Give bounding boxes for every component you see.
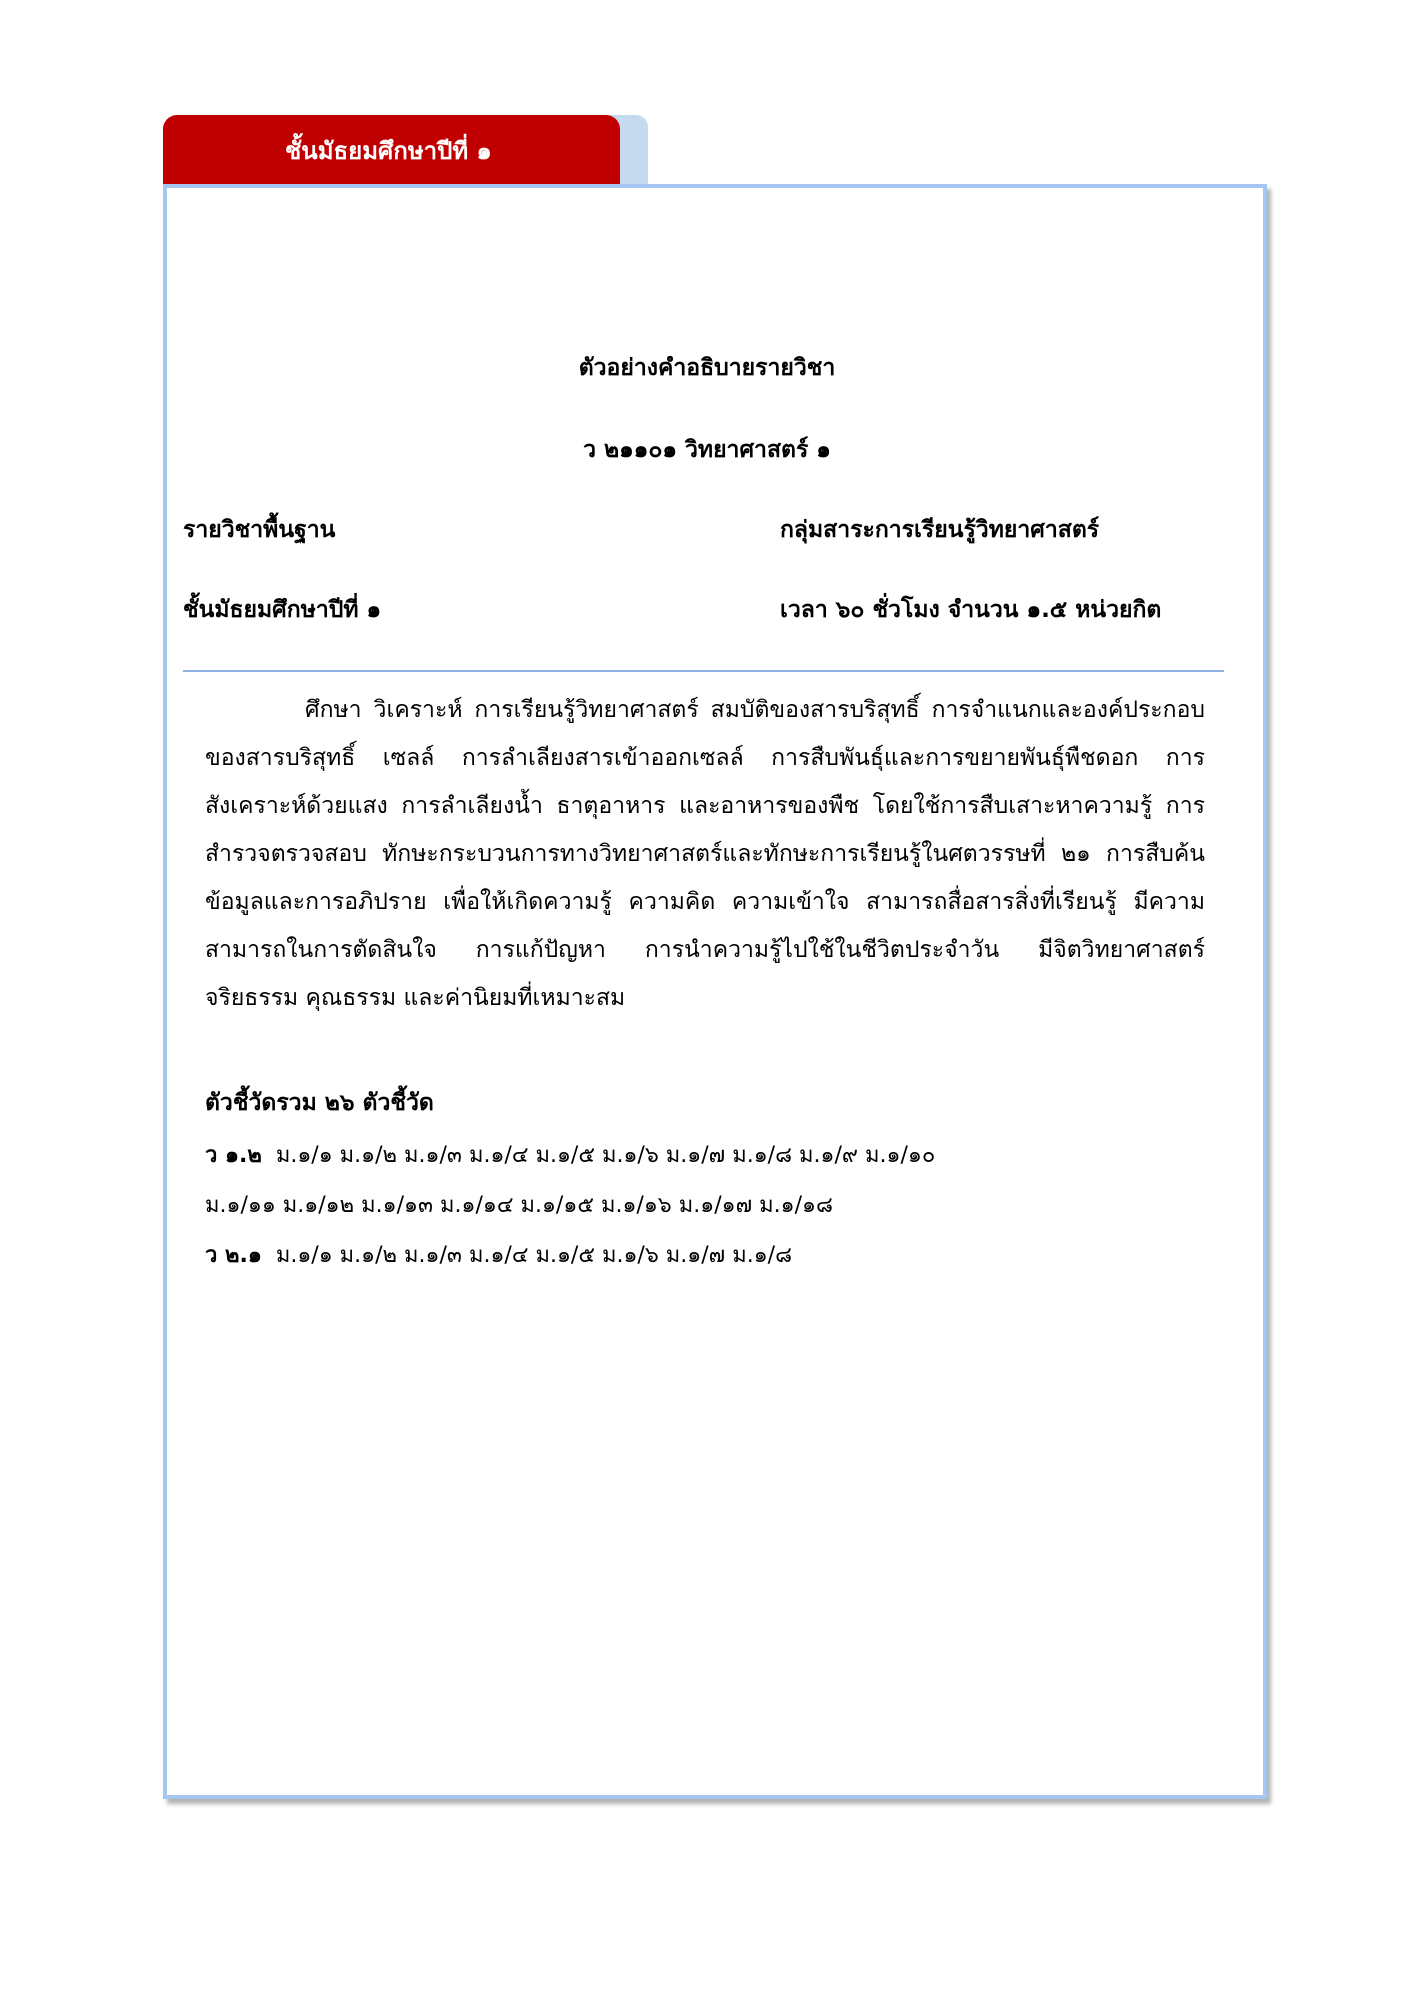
document-heading: ตัวอย่างคำอธิบายรายวิชา [578, 355, 836, 381]
time-and-credits: เวลา ๖๐ ชั่วโมง จำนวน ๑.๕ หน่วยกิต [780, 597, 1162, 623]
indicator-row [205, 1237, 1205, 1272]
course-description-text: ศึกษา วิเคราะห์ การเรียนรู้วิทยาศาสตร์ สมบัติของสารบริสุทธิ์ การจำแนกและองค์ประกอบของสารบริสุทธิ์ เซลล์ การลำเลียงสารเข้าออกเซลล์ การสืบพันธุ์และการขยายพันธุ์พืชดอก การสังเคราะห์ด้วยแสง การลำเลียงน้ำ ธาตุอาหาร และอาหารของพืช โดยใช้การสืบเสาะหาความรู้ การสำรวจตรวจสอบ ทักษะกระบวนการทางวิทยาศาสตร์และทักษะการเรียนรู้ในศตวรรษที่ ๒๑ การสืบค้นข้อมูลและการอภิปราย เพื่อให้เกิดความรู้ ความคิด ความเข้าใจ สามารถสื่อสารสิ่งที่เรียนรู้ มีความสามารถในการตัดสินใจ การแก้ปัญหา การนำความรู้ไปใช้ในชีวิตประจำวัน มีจิตวิทยาศาสตร์ จริยธรรม คุณธรรม และค่านิยมที่เหมาะสม [205, 697, 1205, 1011]
indicator-list: ม.๑/๑๑ ม.๑/๑๒ ม.๑/๑๓ ม.๑/๑๔ ม.๑/๑๕ ม.๑/๑๖ ม.๑/๑๗ ม.๑/๑๘ [205, 1193, 833, 1218]
course-title: ว ๒๑๑๐๑ วิทยาศาสตร์ ๑ [583, 437, 831, 463]
indicator-list: ม.๑/๑ ม.๑/๒ ม.๑/๓ ม.๑/๔ ม.๑/๕ ม.๑/๖ ม.๑/๗ ม.๑/๘ ม.๑/๙ ม.๑/๑๐ [275, 1143, 936, 1168]
course-type: รายวิชาพื้นฐาน [183, 517, 336, 543]
grade-level: ชั้นมัธยมศึกษาปีที่ ๑ [183, 597, 382, 623]
standard-code: ว ๑.๒ [205, 1143, 262, 1168]
standard-code: ว ๒.๑ [205, 1243, 262, 1268]
indicator-list: ม.๑/๑ ม.๑/๒ ม.๑/๓ ม.๑/๔ ม.๑/๕ ม.๑/๖ ม.๑/๗ ม.๑/๘ [275, 1243, 793, 1268]
indicator-row [205, 1137, 1205, 1172]
indicator-row [205, 1187, 1205, 1222]
header-divider [183, 670, 1224, 672]
course-description [205, 686, 1205, 1022]
indicators-heading: ตัวชี้วัดรวม ๒๖ ตัวชี้วัด [205, 1090, 434, 1116]
learning-area: กลุ่มสาระการเรียนรู้วิทยาศาสตร์ [780, 517, 1100, 543]
grade-tab [163, 115, 620, 185]
grade-tab-label: ชั้นมัธยมศึกษาปีที่ ๑ [285, 136, 492, 165]
